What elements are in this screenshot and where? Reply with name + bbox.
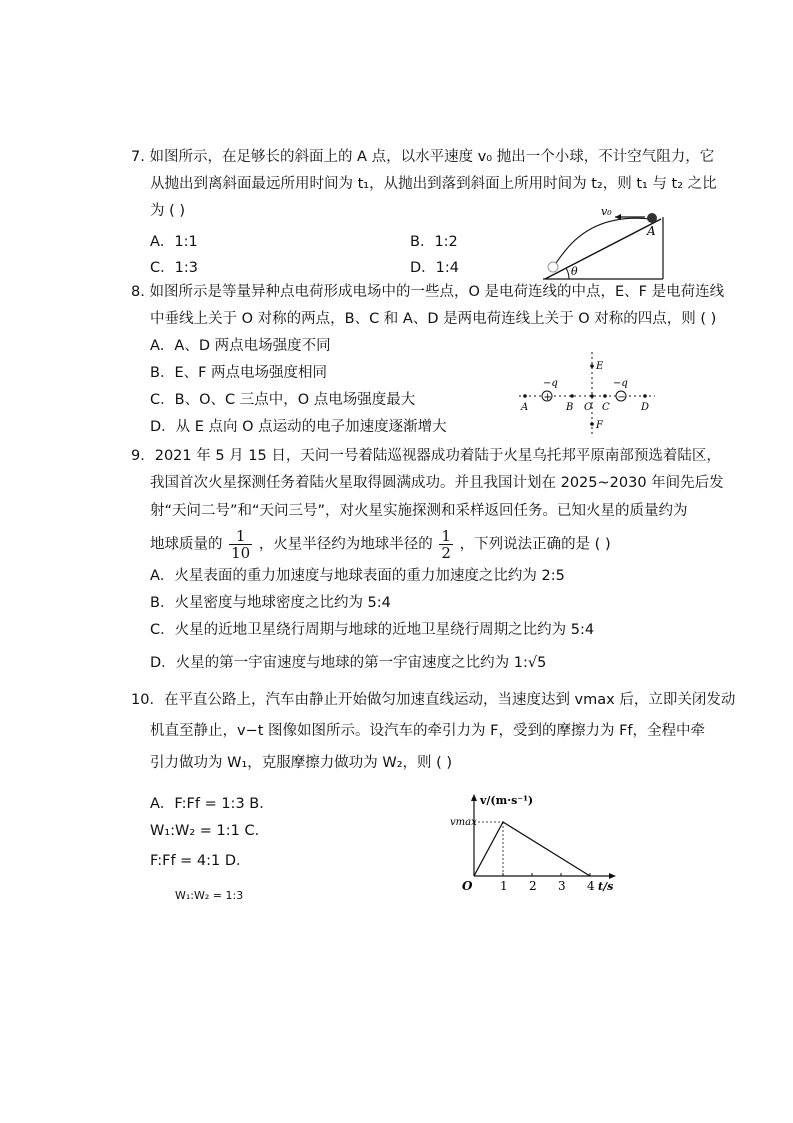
q7-line3: 为 ( ) [150, 203, 186, 219]
q8-option-d: D．从 E 点向 O 点运动的电子加速度逐渐增大 [150, 419, 447, 435]
q8-line1: 8. 如图所示是等量异种点电荷形成电场中的一些点，O 是电荷连线的中点，E、F 是电荷连线 [131, 284, 725, 300]
x-axis-label: t/s [598, 880, 614, 893]
plus-sign: + [543, 392, 552, 403]
charge2-label: −q [613, 378, 628, 389]
velocity-line [474, 822, 590, 876]
q9-line1: 9．2021 年 5 月 15 日，天问一号着陆巡视器成功着陆于火星乌托邦平原南部预选着陆区， [131, 448, 721, 464]
q9-line3: 射“天问二号”和“天问三号”，对火星实施探测和采样返回任务。已知火星的质量约为 [150, 503, 688, 519]
xtick-label-4: 4 [587, 879, 595, 893]
ball-start [647, 213, 657, 223]
q7-option-b: B．1:2 [410, 234, 458, 250]
charge1-label: −q [543, 378, 558, 389]
q9-option-c: C．火星的近地卫星绕行周期与地球的近地卫星绕行周期之比约为 5:4 [150, 622, 595, 638]
q10-line1: 10．在平直公路上，汽车由静止开始做匀加速直线运动，当速度达到 vmax 后，立即关闭发动 [131, 692, 736, 708]
q7-option-d: D．1:4 [410, 260, 460, 276]
frac2-numerator: 1 [441, 527, 451, 545]
q7-line1: 7. 如图所示，在足够长的斜面上的 A 点，以水平速度 v₀ 抛出一个小球，不计空气阻力，它 [131, 149, 715, 165]
q10-vt-chart [448, 790, 628, 895]
x-axis-arrow [609, 873, 616, 879]
q7-incline-figure [535, 205, 675, 285]
q8-line2: 中垂线上关于 O 对称的两点，B、C 和 A、D 是两电荷连线上关于 O 对称的四点，则 ( ) [150, 311, 717, 327]
q9-option-d: D．火星的第一宇宙速度与地球的第一宇宙速度之比约为 1:√5 [150, 655, 547, 671]
q8-option-a: A．A、D 两点电场强度不同 [150, 338, 331, 354]
point-d-label: D [641, 402, 650, 413]
q8-charges-figure [505, 348, 675, 438]
point-e-label: E [596, 361, 604, 372]
q10-option-a: A．F:Ff = 1:3 B． [150, 796, 274, 812]
q7-option-c: C．1:3 [150, 260, 198, 276]
q7-line2: 从抛出到离斜面最远所用时间为 t₁，从抛出到落到斜面上所用时间为 t₂，则 t₁ 与 t₂ 之比 [150, 176, 717, 192]
xtick-label-3: 3 [558, 879, 566, 893]
frac1-numerator: 1 [229, 528, 252, 545]
ytick-vmax: vmax [450, 817, 477, 828]
q9-line4-pre: 地球质量的 [150, 536, 223, 553]
q8-option-c: C．B、O、C 三点中，O 点电场强度最大 [150, 392, 416, 408]
theta-arc [566, 268, 569, 279]
point-a-label: A [647, 224, 656, 238]
point-a-label: A [521, 402, 529, 413]
v0-label: v₀ [601, 205, 612, 218]
xtick-label-1: 1 [500, 879, 508, 893]
frac1-denominator: 10 [231, 544, 251, 562]
fraction-one-tenth [229, 528, 252, 561]
ball-landing [548, 262, 558, 272]
q10-option-b: W₁:W₂ = 1:1 C． [150, 823, 270, 839]
q10-option-d: W₁:W₂ = 1:3 [175, 889, 244, 902]
y-axis-label: v/(m·s⁻¹) [480, 794, 534, 807]
q8-option-b: B．E、F 两点电场强度相同 [150, 365, 328, 381]
minus-sign: − [617, 392, 626, 403]
q9-option-b: B．火星密度与地球密度之比约为 5:4 [150, 595, 391, 611]
q9-line4 [150, 528, 611, 561]
q9-line4-mid: ，火星半径约为地球半径的 [258, 536, 433, 553]
theta-label: θ [571, 265, 578, 278]
point-b-label: B [566, 402, 574, 413]
q9-line4-post: ，下列说法正确的是 ( ) [459, 536, 611, 553]
q9-option-a: A．火星表面的重力加速度与地球表面的重力加速度之比约为 2:5 [150, 568, 565, 584]
point-f-label: F [596, 420, 603, 431]
y-axis-arrow [471, 794, 477, 801]
incline-slope [545, 219, 661, 279]
q10-line3: 引力做功为 W₁，克服摩擦力做功为 W₂，则 ( ) [150, 755, 453, 771]
xtick-label-0: O [462, 879, 473, 893]
point-o-label: O [584, 402, 593, 413]
ball-trajectory [555, 218, 651, 265]
q7-option-a: A．1:1 [150, 234, 198, 250]
fraction-one-half [439, 528, 453, 561]
q10-line2: 机直至静止，v−t 图像如图所示。设汽车的牵引力为 F，受到的摩擦力为 Ff，全程中牵 [150, 723, 706, 739]
point-c-label: C [602, 402, 610, 413]
q9-line2: 我国首次火星探测任务着陆火星取得圆满成功。并且我国计划在 2025~2030 年间先后发 [150, 475, 724, 491]
q10-option-c: F:Ff = 4:1 D． [150, 853, 251, 869]
xtick-label-2: 2 [529, 879, 537, 893]
frac2-denominator: 2 [441, 544, 451, 562]
